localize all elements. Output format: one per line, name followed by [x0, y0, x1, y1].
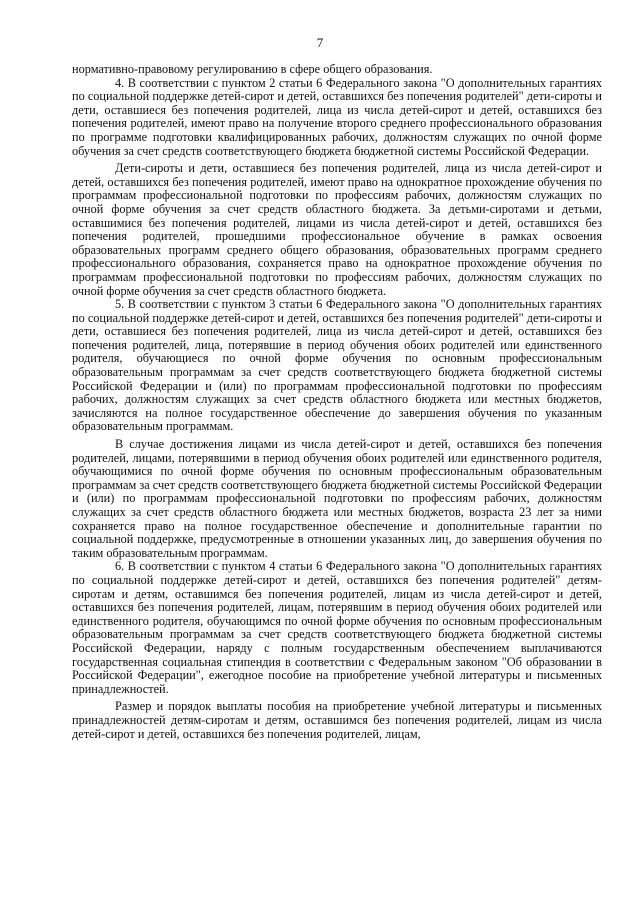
paragraph-orphans-training: Дети-сироты и дети, оставшиеся без попечения родителей, лица из числа детей-сирот и детей, оставшихся без попечения родителей, имеют право на однократное прохождение обучения по программам профессиональной подготовки по профессиям рабочих, должностям служащих по очной форме обучения за счет средств областного бюджета. За детьми-сиротами и детьми, оставшимися без попечения родителей, лицами из числа детей-сирот и детей, оставшихся без попечения родителей, прошедшими профессиональное обучение в рамках освоения образовательных программ среднего общего образования, образовательных программ среднего профессионального образования, сохраняется право на однократное прохождение обучения по программам профессиональной подготовки по профессиям рабочих, должностям служащих по очной форме обучения за счет средств областного бюджета. [72, 161, 602, 298]
paragraph-allowance: Размер и порядок выплаты пособия на приобретение учебной литературы и письменных принадлежностей детям-сиротам и детям, оставшимся без попечения родителей, лицам из числа детей-сирот и детей, оставшихся без попечения родителей, лицам, [72, 699, 602, 741]
paragraph-item-6: 6. В соответствии с пунктом 4 статьи 6 Федерального закона "О дополнительных гарантиях по социальной поддержке детей-сирот и детей, оставшихся без попечения родителей" детям-сиротам и детям, оставшимся без попечения родителей, лицам из числа детей-сирот и детей, оставшихся без попечения родителей, лицам, потерявшим в период обучения обоих родителей или единственного родителя, обучающимся по очной форме обучения по основным профессиональным образовательным программам за счет средств соответствующего бюджета бюджетной системы Российской Федерации, наряду с полным государственным обеспечением выплачиваются государственная социальная стипендия в соответствии с Федеральным законом "Об образовании в Российской Федерации", ежегодное пособие на приобретение учебной литературы и письменных принадлежностей. [72, 559, 602, 696]
paragraph-item-5: 5. В соответствии с пунктом 3 статьи 6 Федерального закона "О дополнительных гарантиях по социальной поддержке детей-сирот и детей, оставшихся без попечения родителей" дети-сироты и дети, оставшиеся без попечения родителей, лица из числа детей-сирот и детей, оставшихся без попечения родителей, лица, потерявшие в период обучения обоих родителей или единственного родителя, обучающиеся по очной форме обучения по основным профессиональным образовательным программам за счет средств соответствующего бюджета бюджетной системы Российской Федерации и (или) по программам профессиональной подготовки по профессиям рабочих, должностям служащих за счет средств областного бюджета или местных бюджетов, зачисляются на полное государственное обеспечение до завершения обучения по указанным образовательным программам. [72, 297, 602, 434]
paragraph-item-4: 4. В соответствии с пунктом 2 статьи 6 Федерального закона "О дополнительных гарантиях по социальной поддержке детей-сирот и детей, оставшихся без попечения родителей" дети-сироты и дети, оставшиеся без попечения родителей, лица из числа детей-сирот и детей, оставшихся без попечения родителей, имеют право на получение второго среднего профессионального образования по программе подготовки квалифицированных рабочих, должностям служащих по очной форме обучения за счет средств соответствующего бюджета бюджетной системы Российской Федерации. [72, 75, 602, 158]
page-number: 7 [316, 35, 324, 50]
paragraph-continuation: нормативно-правовому регулированию в сфере общего образования. [72, 62, 433, 76]
document-body [72, 63, 602, 741]
paragraph-age-23: В случае достижения лицами из числа детей-сирот и детей, оставшихся без попечения родителей, лицами, потерявшими в период обучения обоих родителей или единственного родителя, обучающимися по очной форме обучения по основным профессиональным образовательным программам за счет средств соответствующего бюджета бюджетной системы Российской Федерации и (или) по программам профессиональной подготовки по профессиям рабочих, должностям служащих за счет средств областного бюджета или местных бюджетов, возраста 23 лет за ними сохраняется право на полное государственное обеспечение и дополнительные гарантии по социальной поддержке, предусмотренные в отношении указанных лиц, до завершения обучения по таким образовательным программам. [72, 437, 602, 560]
